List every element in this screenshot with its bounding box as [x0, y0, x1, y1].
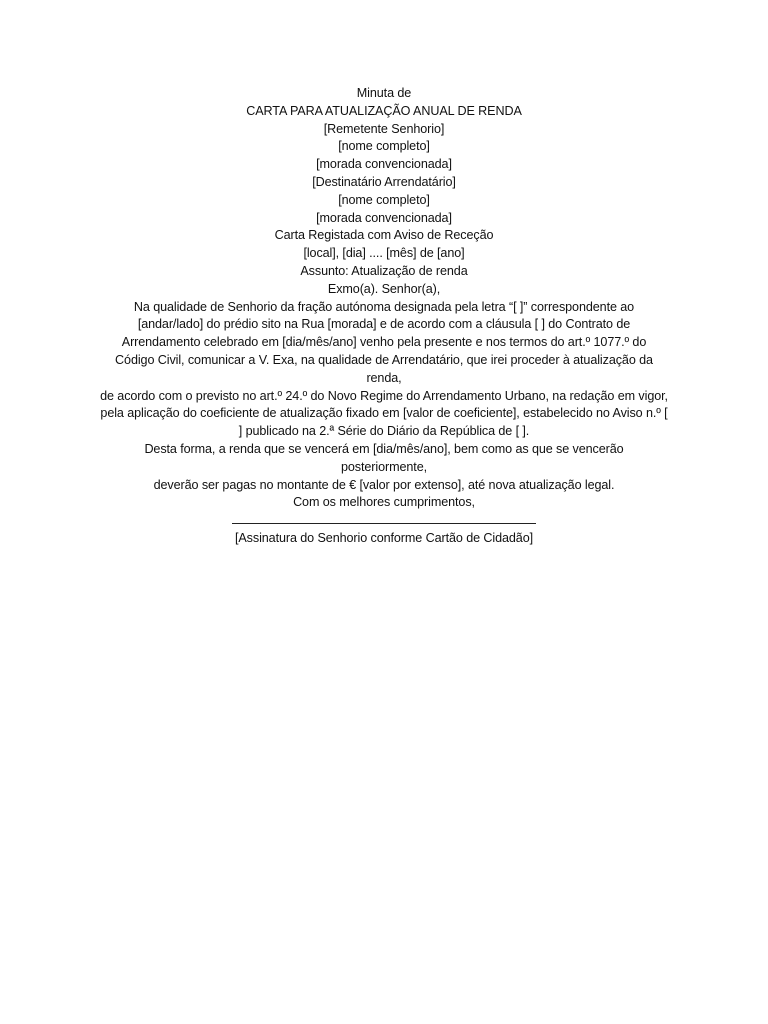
sender-name: [nome completo]	[338, 139, 430, 154]
document-heading-minuta: Minuta de	[356, 86, 412, 100]
body-line-5: de acordo com o previsto no art.º 24.º do Novo Regime do Arrendamento Urbano, na redação em vigor,	[100, 388, 668, 403]
sender-address: [morada convencionada]	[316, 157, 452, 172]
rent-update-letter	[100, 85, 668, 548]
closing-line: Com os melhores cumprimentos,	[293, 495, 475, 510]
subject-line: Assunto: Atualização de renda	[300, 263, 468, 278]
recipient-name: [nome completo]	[338, 192, 430, 207]
signature-line	[232, 523, 536, 524]
body-line-6: pela aplicação do coeficiente de atualização fixado em [valor de coeficiente], estabelecido no Aviso n.º [	[100, 406, 668, 421]
sender-heading: [Remetente Senhorio]	[323, 121, 445, 136]
delivery-method: Carta Registada com Aviso de Receção	[274, 228, 494, 243]
body-line-3: Arrendamento celebrado em [dia/mês/ano] venho pela presente e nos termos do art.º 1077.º do	[121, 335, 647, 350]
body-line-2: [andar/lado] do prédio sito na Rua [morada] e de acordo com a cláusula [ ] do Contrato de	[137, 317, 631, 332]
body-line-8: Desta forma, a renda que se vencerá em [dia/mês/ano], bem como as que se vencerão posteriormente,	[144, 441, 624, 474]
recipient-heading: [Destinatário Arrendatário]	[312, 174, 456, 189]
body-line-4: Código Civil, comunicar a V. Exa, na qualidade de Arrendatário, que irei proceder à atualização da renda,	[115, 352, 653, 385]
signature-label: [Assinatura do Senhorio conforme Cartão de Cidadão]	[234, 531, 534, 546]
recipient-address: [morada convencionada]	[316, 210, 452, 225]
body-line-1: Na qualidade de Senhorio da fração autónoma designada pela letra “[ ]” correspondente ao	[133, 299, 635, 314]
body-line-9: deverão ser pagas no montante de € [valor por extenso], até nova atualização legal.	[153, 477, 615, 492]
body-line-7: ] publicado na 2.ª Série do Diário da República de [ ].	[238, 424, 530, 439]
document-title: CARTA PARA ATUALIZAÇÃO ANUAL DE RENDA	[246, 103, 522, 118]
date-line: [local], [dia] .... [mês] de [ano]	[303, 246, 465, 261]
salutation: Exmo(a). Senhor(a),	[327, 281, 441, 296]
